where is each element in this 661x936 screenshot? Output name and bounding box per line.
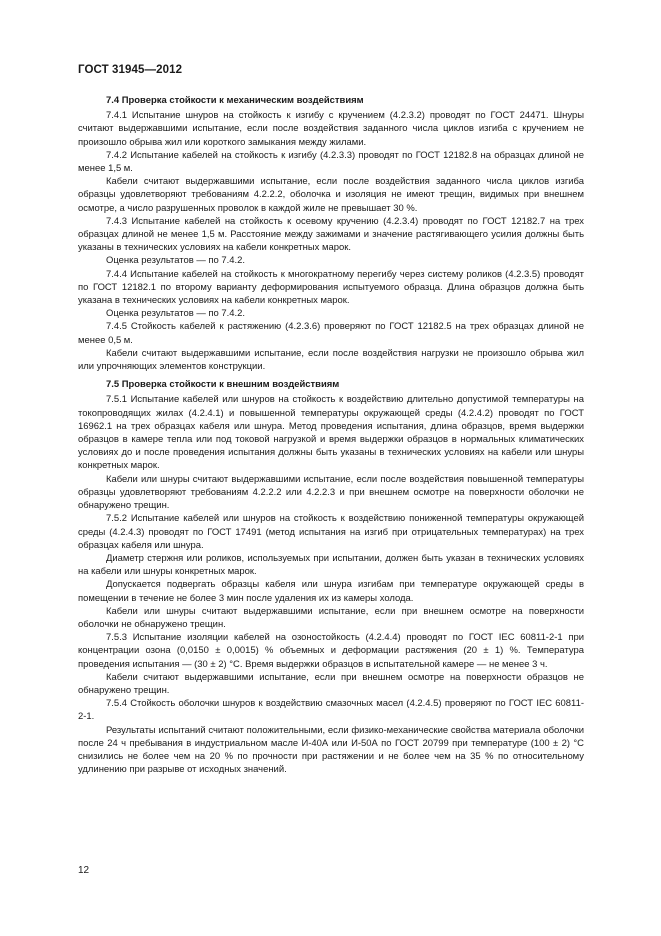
paragraph: 7.4.5 Стойкость кабелей к растяжению (4.2.3.6) проверяют по ГОСТ 12182.5 на трех образцах длиной не менее 0,5 м. <box>78 321 584 346</box>
paragraph: 7.4.1 Испытание шнуров на стойкость к изгибу с кручением (4.2.3.2) проводят по ГОСТ 24471. Шнуры считают выдержавшими испытание, если после воздействия заданного числа циклов изгиба с кручением не произошло обрыва жил или короткого замыкания между жилами. <box>78 110 584 148</box>
paragraph: 7.5.2 Испытание кабелей или шнуров на стойкость к воздействию пониженной температуры окружающей среды (4.2.4.3) проводят по ГОСТ 17491 (метод испытания на изгиб при отрицательных температурах) на трех образцах кабеля или шнура. <box>78 513 584 551</box>
paragraph: 7.4.4 Испытание кабелей на стойкость к многократному перегибу через систему роликов (4.2.3.5) проводят по ГОСТ 12182.1 по второму варианту деформирования испытуемого образца. Длина образцов должна быть указана в технических условиях на кабели конкретных марок. <box>78 268 584 307</box>
paragraph: Диаметр стержня или роликов, используемых при испытании, должен быть указан в технических условиях на кабели или шнуры конкретных марок. <box>78 552 584 578</box>
page-number: 12 <box>78 865 90 876</box>
paragraph: Допускается подвергать образцы кабеля или шнура изгибам при температуре окружающей среды в помещении в течение не более 3 мин после удаления их из камеры холода. <box>78 579 584 604</box>
page-header: ГОСТ 31945—2012 <box>78 64 183 76</box>
paragraph: Кабели считают выдержавшими испытание, если при внешнем осмотре на поверхности образцов не обнаружено трещин. <box>78 671 584 696</box>
paragraph: 7.4.2 Испытание кабелей на стойкость к изгибу (4.2.3.3) проводят по ГОСТ 12182.8 на образцах длиной не менее 1,5 м. <box>78 149 584 175</box>
section-heading: 7.4 Проверка стойкости к механическим воздействиям <box>106 95 364 106</box>
paragraph: 7.5.4 Стойкость оболочки шнуров к воздействию смазочных масел (4.2.4.5) проверяют по ГОСТ IEC 60811-2-1. <box>78 698 584 723</box>
paragraph: Кабели считают выдержавшими испытание, если после воздействия нагрузки не произошло обрыва жил или упрочняющих элементов конструкции. <box>78 347 584 373</box>
paragraph: 7.5.1 Испытание кабелей или шнуров на стойкость к воздействию длительно допустимой температуры на токопроводящих жилах (4.2.4.1) и повышенной температуры окружающей среды (4.2.4.2) проводят по ГОСТ 16962.1 на трех образцах кабеля или шнура. Метод проведения испытания, длина образцов, время выдержки образцов в камере тепла или под токовой нагрузкой и время выдержки образцов в нормальных климатических условиях до и после проведения испытания должны быть указаны в технических условиях на кабели или шнуры конкретных марок. <box>78 394 584 472</box>
paragraph: 7.5.3 Испытание изоляции кабелей на озоностойкость (4.2.4.4) проводят по ГОСТ IEC 60811-2-1 при концентрации озона (0,0150 ± 0,0015) % объемных и деформации растяжения (20 ± 1) %. Температура проведения испытания — (30 ± 2) °С. Время выдержки образцов в испытательной камере — не менее 3 ч. <box>78 632 584 670</box>
paragraph: Кабели считают выдержавшими испытание, если после воздействия заданного числа циклов изгиба образцы удовлетворяют требованиям 4.2.2.2, оболочка и изоляция не имеют трещин, видимых при внешнем осмотре, а число разрушенных проволок в каждой жиле не превышает 30 %. <box>78 176 584 214</box>
document-body <box>78 94 584 776</box>
paragraph: 7.4.3 Испытание кабелей на стойкость к осевому кручению (4.2.3.4) проводят по ГОСТ 12182.7 на трех образцах длиной не менее 1,5 м. Расстояние между зажимами и значение растягивающего усилия должны быть указаны в технических условиях на кабели конкретных марок. <box>78 215 584 254</box>
paragraph: Кабели или шнуры считают выдержавшими испытание, если после воздействия повышенной температуры образцы удовлетворяют требованиям 4.2.2.2 или 4.2.2.3 и при внешнем осмотре на поверхности оболочки не обнаружено трещин. <box>78 473 584 512</box>
section-heading: 7.5 Проверка стойкости к внешним воздействиям <box>106 379 340 391</box>
paragraph: Оценка результатов — по 7.4.2. <box>106 308 246 320</box>
paragraph: Кабели или шнуры считают выдержавшими испытание, если при внешнем осмотре на поверхности оболочки не обнаружено трещин. <box>78 605 584 630</box>
paragraph: Оценка результатов — по 7.4.2. <box>106 255 246 267</box>
paragraph: Результаты испытаний считают положительными, если физико-механические свойства материала оболочки после 24 ч пребывания в индустриальном масле И-40А или И-50А по ГОСТ 20799 при температуре (100 ± 2) °С снизились не более чем на 20 % по прочности при растяжении и не более чем на 35 % по относительному удлинению при разрыве от исходных значений. <box>78 724 584 776</box>
